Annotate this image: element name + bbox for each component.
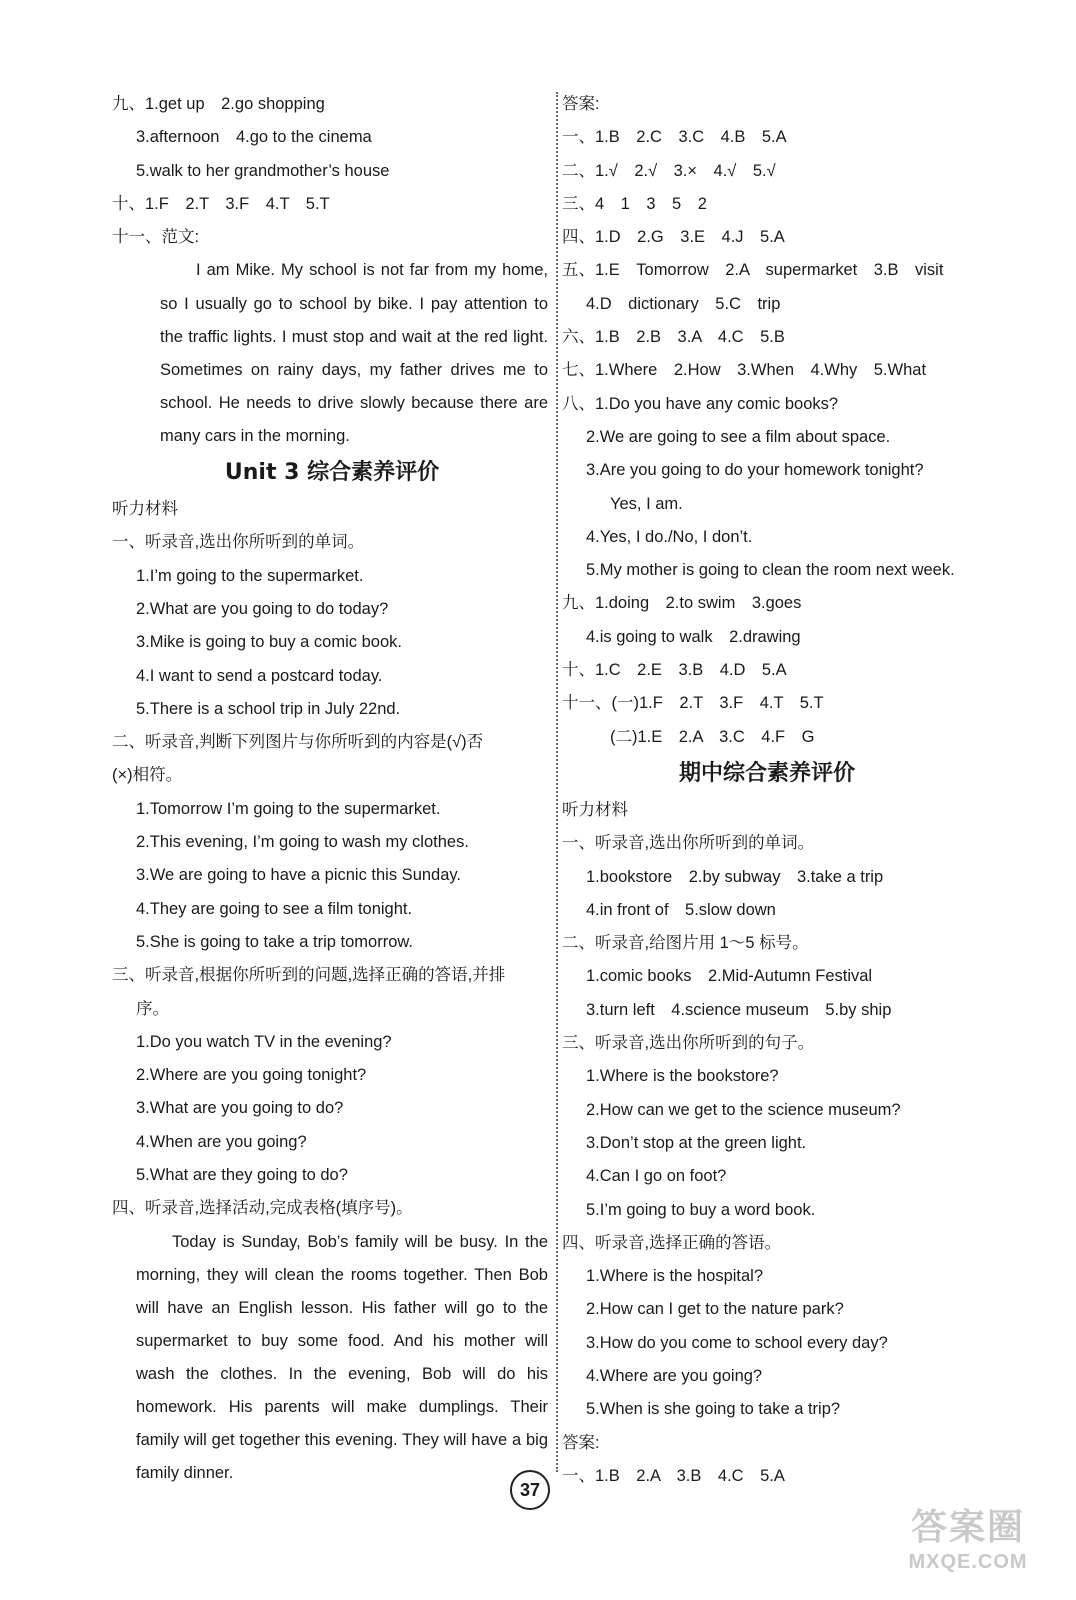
page-number: 37 — [510, 1470, 550, 1510]
q2-item: 2.This evening, I’m going to wash my clothes. — [136, 833, 469, 852]
answer-8-item: 3.Are you going to do your homework tonight? — [586, 461, 924, 480]
answer-6: 六、1.B 2.B 3.A 4.C 5.B — [562, 328, 785, 347]
m2-item: 3.turn left 4.science museum 5.by ship — [586, 1000, 892, 1019]
section-9-line: 九、1.get up 2.go shopping — [112, 95, 325, 113]
answer-5-cont: 4.D dictionary 5.C trip — [586, 294, 781, 313]
answer-1: 一、1.B 2.C 3.C 4.B 5.A — [562, 128, 787, 147]
answer-5: 五、1.E Tomorrow 2.A supermarket 3.B visit — [562, 261, 944, 280]
watermark-sub: MXQE.COM — [908, 1551, 1028, 1573]
answer-2: 二、1.√ 2.√ 3.× 4.√ 5.√ — [562, 161, 776, 180]
q3-title: 三、听录音,根据你所听到的问题,选择正确的答语,并排 — [112, 966, 506, 985]
answer-8-item: 2.We are going to see a film about space. — [586, 427, 891, 446]
m4-item: 5.When is she going to take a trip? — [586, 1400, 841, 1419]
m1-item: 1.bookstore 2.by subway 3.take a trip — [586, 867, 884, 886]
m1-item: 4.in front of 5.slow down — [586, 900, 776, 919]
m4-item: 1.Where is the hospital? — [586, 1267, 764, 1286]
site-watermark — [880, 1504, 1056, 1584]
listening-label: 听力材料 — [112, 500, 178, 519]
answer-4: 四、1.D 2.G 3.E 4.J 5.A — [562, 228, 785, 247]
q2-item: 5.She is going to take a trip tomorrow. — [136, 932, 413, 951]
watermark-main: 答案圈 — [910, 1506, 1025, 1547]
m3-item: 3.Don’t stop at the green light. — [586, 1133, 807, 1152]
q3-item: 5.What are they going to do? — [136, 1165, 348, 1184]
q4-title: 四、听录音,选择活动,完成表格(填序号)。 — [112, 1199, 413, 1218]
answer-3: 三、4 1 3 5 2 — [562, 194, 707, 213]
midterm-title: 期中综合素养评价 — [678, 760, 855, 786]
m3-item: 5.I’m going to buy a word book. — [586, 1200, 816, 1219]
m4-item: 2.How can I get to the nature park? — [586, 1300, 844, 1319]
right-column — [562, 88, 972, 1493]
final-answer: 一、1.B 2.A 3.B 4.C 5.A — [562, 1466, 785, 1485]
m2-item: 1.comic books 2.Mid-Autumn Festival — [586, 967, 873, 986]
section-11-label: 十一、范文: — [112, 228, 200, 247]
section-9-line: 5.walk to her grandmother’s house — [136, 161, 390, 180]
q1-title: 一、听录音,选出你所听到的单词。 — [112, 533, 365, 552]
q2-item: 4.They are going to see a film tonight. — [136, 899, 413, 918]
answer-8: 八、1.Do you have any comic books? — [562, 394, 839, 413]
answer-7: 七、1.Where 2.How 3.When 4.Why 5.What — [562, 361, 927, 380]
section-10-line: 十、1.F 2.T 3.F 4.T 5.T — [112, 194, 330, 213]
answer-8-item: Yes, I am. — [610, 494, 683, 513]
q1-item: 5.There is a school trip in July 22nd. — [136, 699, 401, 718]
answer-9: 九、1.doing 2.to swim 3.goes — [562, 594, 802, 613]
listening-label: 听力材料 — [562, 800, 628, 819]
answer-8-item: 4.Yes, I do./No, I don’t. — [586, 527, 753, 546]
q3-item: 4.When are you going? — [136, 1132, 307, 1151]
m3-item: 1.Where is the bookstore? — [586, 1067, 779, 1086]
answers-label: 答案: — [562, 95, 600, 113]
answer-10: 十、1.C 2.E 3.B 4.D 5.A — [562, 661, 787, 680]
answer-8-item: 5.My mother is going to clean the room next week. — [586, 561, 955, 580]
q3-item: 3.What are you going to do? — [136, 1099, 344, 1118]
q3-title-cont: 序。 — [136, 999, 169, 1018]
q3-item: 1.Do you watch TV in the evening? — [136, 1032, 392, 1051]
answer-11-cont: (二)1.E 2.A 3.C 4.F G — [610, 727, 815, 746]
m4-item: 4.Where are you going? — [586, 1366, 763, 1385]
q1-item: 4.I want to send a postcard today. — [136, 666, 383, 685]
q1-item: 3.Mike is going to buy a comic book. — [136, 633, 402, 652]
q2-title-cont: (×)相符。 — [112, 766, 183, 785]
q1-item: 2.What are you going to do today? — [136, 599, 389, 618]
column-divider — [556, 92, 558, 1472]
q2-item: 3.We are going to have a picnic this Sunday. — [136, 866, 462, 885]
m2-title: 二、听录音,给图片用 1～5 标号。 — [562, 934, 809, 953]
answer-11: 十一、(一)1.F 2.T 3.F 4.T 5.T — [562, 694, 824, 713]
q4-passage: Today is Sunday, Bob’s family will be busy. In the morning, they will clean the rooms together. Then Bob will have an English lesson. His father will go to the supermarket to buy some food. And his mother will wash the clothes. In the evening, Bob will do his homework. His parents will make dumplings. Their family will get together this evening. They will have a big family dinner. — [136, 1232, 548, 1483]
m3-item: 4.Can I go on foot? — [586, 1167, 727, 1186]
unit3-title: Unit 3 综合素养评价 — [224, 460, 440, 486]
answers-label-2: 答案: — [562, 1433, 600, 1452]
q1-item: 1.I’m going to the supermarket. — [136, 566, 364, 585]
q3-item: 2.Where are you going tonight? — [136, 1066, 367, 1085]
section-9-line: 3.afternoon 4.go to the cinema — [136, 128, 372, 147]
m4-item: 3.How do you come to school every day? — [586, 1333, 888, 1352]
q2-item: 1.Tomorrow I’m going to the supermarket. — [136, 799, 441, 818]
left-column — [112, 88, 552, 1490]
m3-item: 2.How can we get to the science museum? — [586, 1100, 901, 1119]
m4-title: 四、听录音,选择正确的答语。 — [562, 1233, 782, 1252]
q2-title: 二、听录音,判断下列图片与你所听到的内容是(√)否 — [112, 733, 484, 752]
answer-9-cont: 4.is going to walk 2.drawing — [586, 627, 801, 646]
sample-essay: I am Mike. My school is not far from my home, so I usually go to school by bike. I pay attention to the traffic lights. I must stop and wait at the red light. Sometimes on rainy days, my father drives me to school. He needs to drive slowly because there are many cars in the morning. — [160, 261, 548, 445]
m1-title: 一、听录音,选出你所听到的单词。 — [562, 834, 815, 853]
m3-title: 三、听录音,选出你所听到的句子。 — [562, 1034, 815, 1053]
